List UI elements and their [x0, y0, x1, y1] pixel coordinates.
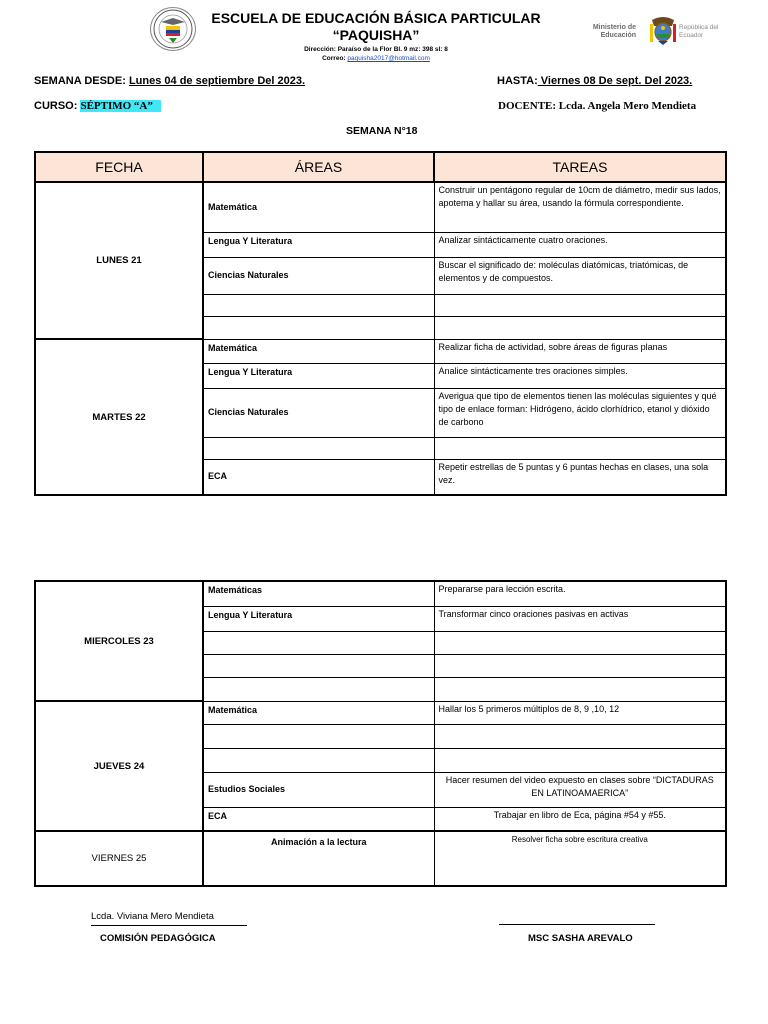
semana-desde-value: Lunes 04 de septiembre Del 2023. — [128, 75, 306, 87]
task-cell: Analice sintácticamente tres oraciones simples. — [434, 363, 726, 388]
day-cell: JUEVES 24 — [35, 701, 203, 831]
school-address: Dirección: Paraíso de la Flor Bl. 9 mz: 398 sl: 8 — [304, 46, 448, 53]
header-areas: ÁREAS — [203, 152, 434, 182]
task-cell — [434, 724, 726, 748]
task-cell: Construir un pentágono regular de 10cm de diámetro, medir sus lados, apotema y hallar su área, usando la fórmula correspondiente. — [434, 182, 726, 232]
task-cell: Hallar los 5 primeros múltiplos de 8, 9 ,10, 12 — [434, 701, 726, 724]
task-cell — [434, 631, 726, 654]
signature-left-title: COMISIÓN PEDAGÓGICA — [100, 933, 216, 944]
area-cell: Lengua Y Literatura — [203, 606, 434, 631]
curso-value: SÉPTIMO “A” — [80, 100, 160, 112]
day-cell: LUNES 21 — [35, 182, 203, 339]
task-cell — [434, 316, 726, 339]
area-cell: Lengua Y Literatura — [203, 232, 434, 257]
area-cell — [203, 437, 434, 459]
ministry-label: Ministerio de Educación — [592, 24, 636, 39]
signature-right-title: MSC SASHA AREVALO — [528, 933, 633, 944]
semana-desde-label: SEMANA DESDE: — [34, 75, 126, 87]
signature-right-line — [499, 924, 655, 925]
area-cell: Ciencias Naturales — [203, 257, 434, 294]
area-cell: Matemática — [203, 339, 434, 363]
hasta-value: Viernes 08 De sept. Del 2023. — [537, 75, 693, 87]
area-cell: Lengua Y Literatura — [203, 363, 434, 388]
semana-number: SEMANA N°18 — [346, 125, 418, 137]
area-cell — [203, 654, 434, 677]
task-cell: Repetir estrellas de 5 puntas y 6 puntas hechas en clases, una sola vez. — [434, 459, 726, 495]
docente: DOCENTE: Lcda. Angela Mero Mendieta — [498, 100, 697, 112]
school-email-line — [256, 54, 496, 63]
task-cell: Resolver ficha sobre escritura creativa — [434, 831, 726, 886]
curso — [34, 100, 161, 112]
day-cell: VIERNES 25 — [35, 831, 203, 886]
task-cell — [434, 294, 726, 316]
area-cell: Matemática — [203, 182, 434, 232]
area-cell: Estudios Sociales — [203, 772, 434, 807]
task-cell — [434, 677, 726, 701]
task-cell — [434, 654, 726, 677]
task-cell: Trabajar en libro de Eca, página #54 y #55. — [434, 807, 726, 831]
area-cell: Ciencias Naturales — [203, 388, 434, 437]
task-cell — [434, 748, 726, 772]
task-cell: Analizar sintácticamente cuatro oraciones. — [434, 232, 726, 257]
school-subtitle: “PAQUISHA” — [332, 27, 420, 43]
semana-desde — [34, 75, 305, 87]
school-seal-logo — [150, 7, 196, 51]
task-cell: Buscar el significado de: moléculas diatómicas, triatómicas, de elementos y de compuestos. — [434, 257, 726, 294]
task-cell: Averigua que tipo de elementos tienen las moléculas siguientes y qué tipo de enlace forman: Hidrógeno, ácido clorhídrico, etanol y dióxido de carbono — [434, 388, 726, 437]
header-fecha: FECHA — [35, 152, 203, 182]
day-cell: MARTES 22 — [35, 339, 203, 495]
schedule-table-1 — [34, 151, 727, 496]
area-cell — [203, 748, 434, 772]
area-cell: Matemáticas — [203, 581, 434, 606]
hasta-label: HASTA: — [497, 75, 538, 87]
table-row — [35, 182, 726, 232]
school-name: ESCUELA DE EDUCACIÓN BÁSICA PARTICULAR — [211, 10, 541, 26]
task-cell: Hacer resumen del video expuesto en clases sobre “DICTADURAS EN LATINOAMAERICA” — [434, 772, 726, 807]
email-link[interactable]: paquisha2017@hotmail.com — [347, 55, 430, 62]
header-tareas: TAREAS — [434, 152, 726, 182]
task-cell — [434, 437, 726, 459]
signature-left-line — [91, 925, 247, 926]
area-cell — [203, 724, 434, 748]
table-row — [35, 581, 726, 606]
day-cell: MIERCOLES 23 — [35, 581, 203, 701]
table-row — [35, 339, 726, 363]
republic-label: República del Ecuador — [679, 24, 719, 39]
area-cell: ECA — [203, 459, 434, 495]
email-label: Correo: — [322, 55, 346, 62]
area-cell: Animación a la lectura — [203, 831, 434, 886]
table-row — [35, 701, 726, 724]
area-cell — [203, 316, 434, 339]
area-cell: Matemática — [203, 701, 434, 724]
area-cell — [203, 677, 434, 701]
area-cell — [203, 631, 434, 654]
school-contact — [256, 45, 496, 63]
task-cell: Prepararse para lección escrita. — [434, 581, 726, 606]
signature-left-name: Lcda. Viviana Mero Mendieta — [91, 911, 214, 922]
area-cell — [203, 294, 434, 316]
schedule-table-2 — [34, 580, 727, 887]
area-cell: ECA — [203, 807, 434, 831]
task-cell: Realizar ficha de actividad, sobre áreas de figuras planas — [434, 339, 726, 363]
table-row — [35, 831, 726, 886]
hasta — [497, 75, 692, 87]
curso-label: CURSO: — [34, 100, 78, 112]
task-cell: Transformar cinco oraciones pasivas en activas — [434, 606, 726, 631]
coat-of-arms-logo — [648, 14, 678, 46]
